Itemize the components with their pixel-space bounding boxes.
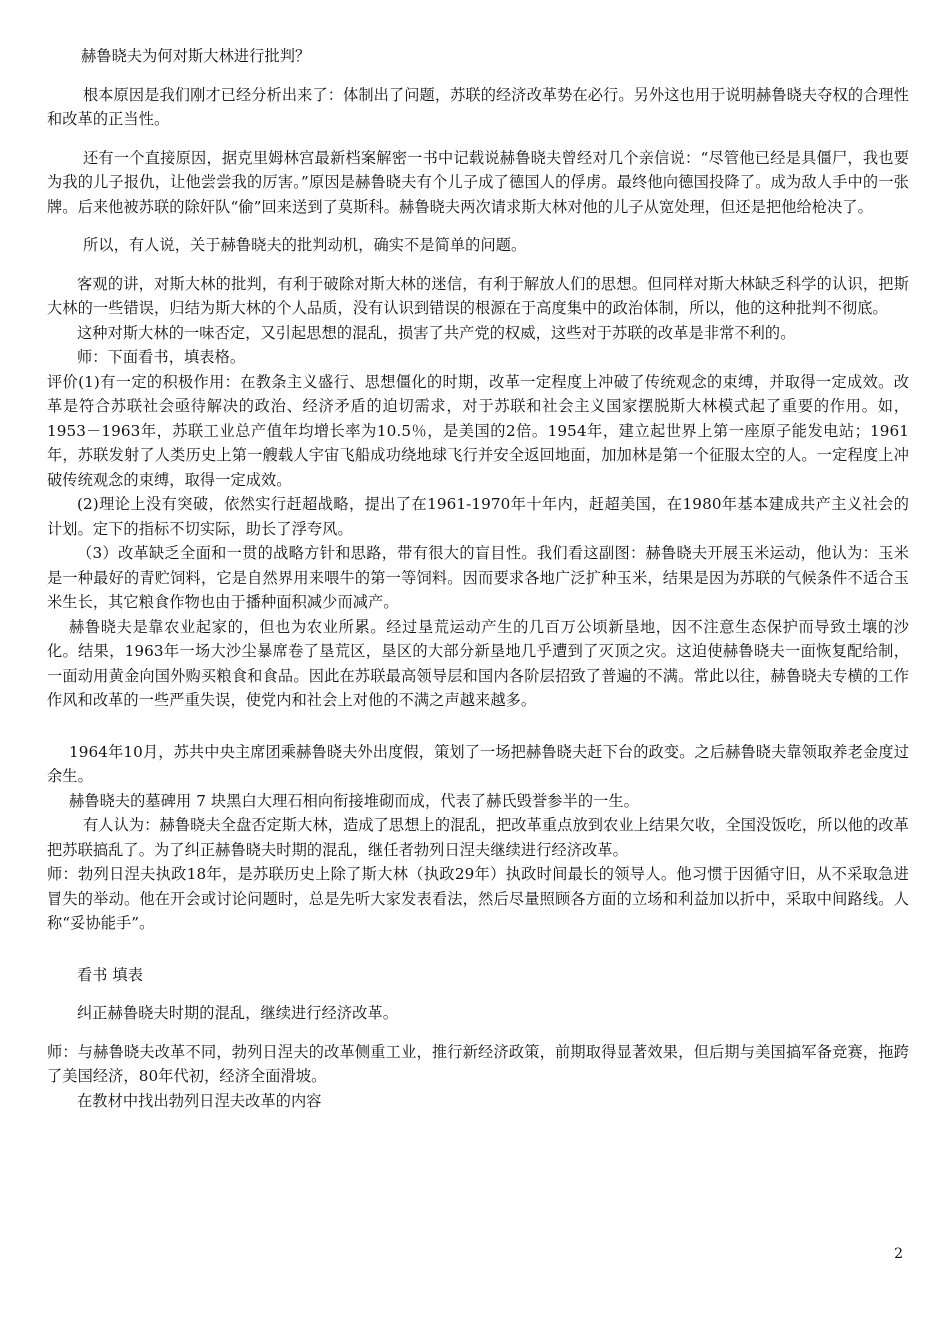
paragraph-find-content: 在教材中找出勃列日涅夫改革的内容 (77, 1091, 322, 1110)
paragraph-direct-cause: 还有一个直接原因，据克里姆林宫最新档案解密一书中记载说赫鲁晓夫曾经对几个亲信说：“尽管他已经是具僵尸，我也要为我的儿子报仇，让他尝尝我的厉害。”原因是赫鲁晓夫有个儿子成了德国人的俘虏。最终他向德国投降了。成为敌人手中的一张牌。后来他被苏联的除奸队“偷”回来送到了莫斯科。赫鲁晓夫两次请求斯大林对他的儿子从宽处理，但还是把他给枪决了。 (47, 148, 909, 216)
paragraph-tombstone: 赫鲁晓夫的墓碑用 7 块黑白大理石相向衔接堆砌而成，代表了赫氏毁誉参半的一生。 (69, 791, 639, 810)
paragraph-evaluation-3: （3）改革缺乏全面和一贯的战略方针和思路，带有很大的盲目性。我们看这副图：赫鲁晓夫开展玉米运动，他认为：玉米是一种最好的青贮饲料，它是自然界用来喂牛的第一等饲料。因而要求各地广泛扩种玉米，结果是因为苏联的气候条件不适合玉米生长，其它粮食作物也由于播种面积减少而减产。 (47, 544, 909, 611)
paragraph-read-fill-table: 看书 填表 (77, 965, 144, 984)
paragraph-objective-view: 客观的讲，对斯大林的批判，有利于破除对斯大林的迷信，有利于解放人们的思想。但同样对斯大林缺乏科学的认识，把斯大林的一些错误，归结为斯大林的个人品质，没有认识到错误的根源在于高度集中的政治体制，所以，他的这种批判不彻底。 (47, 274, 909, 317)
paragraph-evaluation-2: (2)理论上没有突破，依然实行赶超战略，提出了在1961-1970年十年内，赶超美国，在1980年基本建成共产主义社会的计划。定下的指标不切实际，助长了浮夸风。 (47, 495, 909, 538)
paragraph-teacher-instruction: 师：下面看书，填表格。 (77, 348, 246, 366)
paragraph-evaluation-1: 评价(1)有一定的积极作用：在教条主义盛行、思想僵化的时期，改革一定程度上冲破了传统观念的束缚，并取得一定成效。改革是符合苏联社会亟待解决的政治、经济矛盾的迫切需求，对于苏联和社会主义国家摆脱斯大林模式起了重要的作用。如，1953－1963年，苏联工业总产值年均增长率为10.5％，是美国的2倍。1954年，建立起世界上第一座原子能发电站；1961年，苏联发射了人类历史上第一艘载人宇宙飞船成功绕地球飞行并安全返回地面，加加林是第一个征服太空的人。一定程度上冲破传统观念的束缚，取得一定成效。 (47, 372, 909, 489)
paragraph-motive: 所以，有人说，关于赫鲁晓夫的批判动机，确实不是简单的问题。 (83, 236, 527, 254)
page-number: 2 (894, 1246, 903, 1262)
document-page (47, 44, 909, 1113)
paragraph-brezhnev-reform: 师：与赫鲁晓夫改革不同，勃列日涅夫的改革侧重工业，推行新经济政策，前期取得显著效果，但后期与美国搞军备竞赛，拖跨了美国经济，80年代初，经济全面滑坡。 (47, 1042, 909, 1085)
paragraph-brezhnev: 师：勃列日涅夫执政18年，是苏联历史上除了斯大林（执政29年）执政时间最长的领导人。他习惯于因循守旧，从不采取急进冒失的举动。他在开会或讨论问题时，总是先听大家发表看法，然后尽量照顾各方面的立场和利益加以折中，采取中间路线。人称“妥协能手”。 (47, 865, 909, 932)
paragraph-correct-chaos: 纠正赫鲁晓夫时期的混乱，继续进行经济改革。 (77, 1004, 399, 1022)
paragraph-negation: 这种对斯大林的一味否定，又引起思想的混乱，损害了共产党的权威，这些对于苏联的改革是非常不利的。 (77, 323, 796, 342)
paragraph-root-cause: 根本原因是我们刚才已经分析出来了：体制出了问题，苏联的经济改革势在必行。另外这也用于说明赫鲁晓夫夺权的合理性和改革的正当性。 (47, 85, 909, 128)
paragraph-coup: 1964年10月，苏共中央主席团乘赫鲁晓夫外出度假，策划了一场把赫鲁晓夫赶下台的政变。之后赫鲁晓夫靠领取养老金度过余生。 (47, 742, 909, 785)
question-heading: 赫鲁晓夫为何对斯大林进行批判？ (81, 47, 311, 65)
paragraph-opinion: 有人认为：赫鲁晓夫全盘否定斯大林，造成了思想上的混乱，把改革重点放到农业上结果欠收，全国没饭吃，所以他的改革把苏联搞乱了。为了纠正赫鲁晓夫时期的混乱，继任者勃列日涅夫继续进行经济改革。 (47, 816, 909, 859)
paragraph-agriculture: 赫鲁晓夫是靠农业起家的，但也为农业所累。经过垦荒运动产生的几百万公顷新垦地，因不注意生态保护而导致土壤的沙化。结果，1963年一场大沙尘暴席卷了垦荒区，垦区的大部分新垦地几乎遭到了灭顶之灾。这迫使赫鲁晓夫一面恢复配给制，一面动用黄金向国外购买粮食和食品。因此在苏联最高领导层和国内各阶层招致了普遍的不满。常此以往，赫鲁晓夫专横的工作作风和改革的一些严重失误，使党内和社会上对他的不满之声越来越多。 (47, 617, 909, 709)
